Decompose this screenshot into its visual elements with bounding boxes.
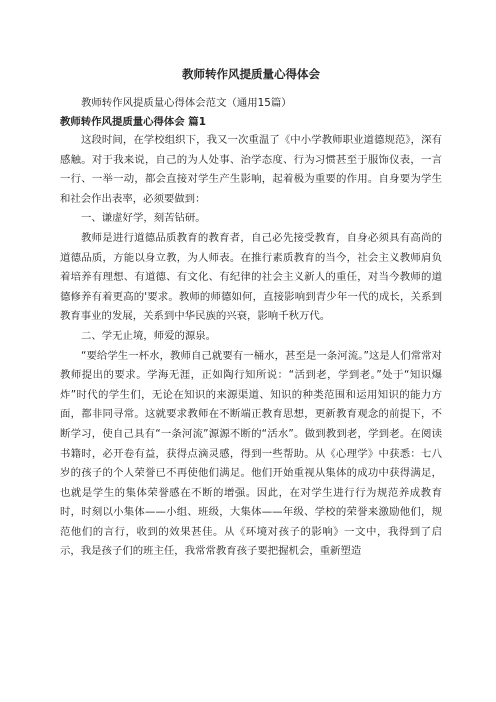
- paragraph-intro: 这段时间，在学校组织下，我又一次重温了《中小学教师职业道德规范》，深有感触。对于我来说，自己的为人处事、治学态度、行为习惯甚至于服饰仪表，一言一行、一举一动，都会直接对学生产生影响，起着极为重要的作用。自身要为学生和社会作出表率，必须要做到：: [60, 134, 442, 205]
- document-title: 教师转作风提质量心得体会: [182, 67, 320, 81]
- paragraph-point-2: “要给学生一杯水，教师自己就要有一桶水，甚至是一条河流。”这是人们常常对教师提出的要求。学海无涯，正如陶行知所说：“活到老，学到老。”处于“知识爆炸”时代的学生们，无论在知识的来源渠道、知识的种类范围和运用知识的能力方面，都非同寻常。这就要求教师在不断端正教育思想，更新教育观念的前提下，不断学习，使自己具有“一条河流”源源不断的“活水”。做到教到老，学到老。在阅读书籍时，必开卷有益，获得点滴灵感，得到一些帮助。从《心理学》中获悉：七八岁的孩子的个人荣誉已不再使他们满足。他们开始重视从集体的成功中获得满足，也就是学生的集体荣誉感在不断的增强。因此，在对学生进行行为规范养成教育时，时刻以小集体——小组、班级，大集体——年级、学校的荣誉来激励他们，规范他们的言行，收到的效果甚佳。从《环境对孩子的影响》一文中，我得到了启示，我是孩子们的班主任，我常常教育孩子要把握机会，重新塑造: [60, 349, 442, 558]
- paragraph-point-1: 教师是进行道德品质教育的教育者，自己必先接受教育，自身必须具有高尚的道德品质，方能以身立教，为人师表。在推行素质教育的当今，社会主义教师肩负着培养有理想、有道德、有文化、有纪律的社会主义新人的重任，对当今教师的道德修养有着更高的'要求。教师的师德如何，直接影响到青少年一代的成长，关系到教育事业的发展，关系到中华民族的兴衰，影响千秋万代。: [60, 231, 442, 323]
- document-body: [60, 131, 442, 562]
- document-subtitle: 教师转作风提质量心得体会范文（通用15篇）: [81, 97, 292, 109]
- section-heading: 教师转作风提质量心得体会 篇1: [60, 116, 206, 128]
- point-heading-1: 一、谦虚好学，刻苦钻研。: [81, 212, 206, 225]
- point-heading-2: 二、学无止境，师爱的源泉。: [81, 329, 217, 342]
